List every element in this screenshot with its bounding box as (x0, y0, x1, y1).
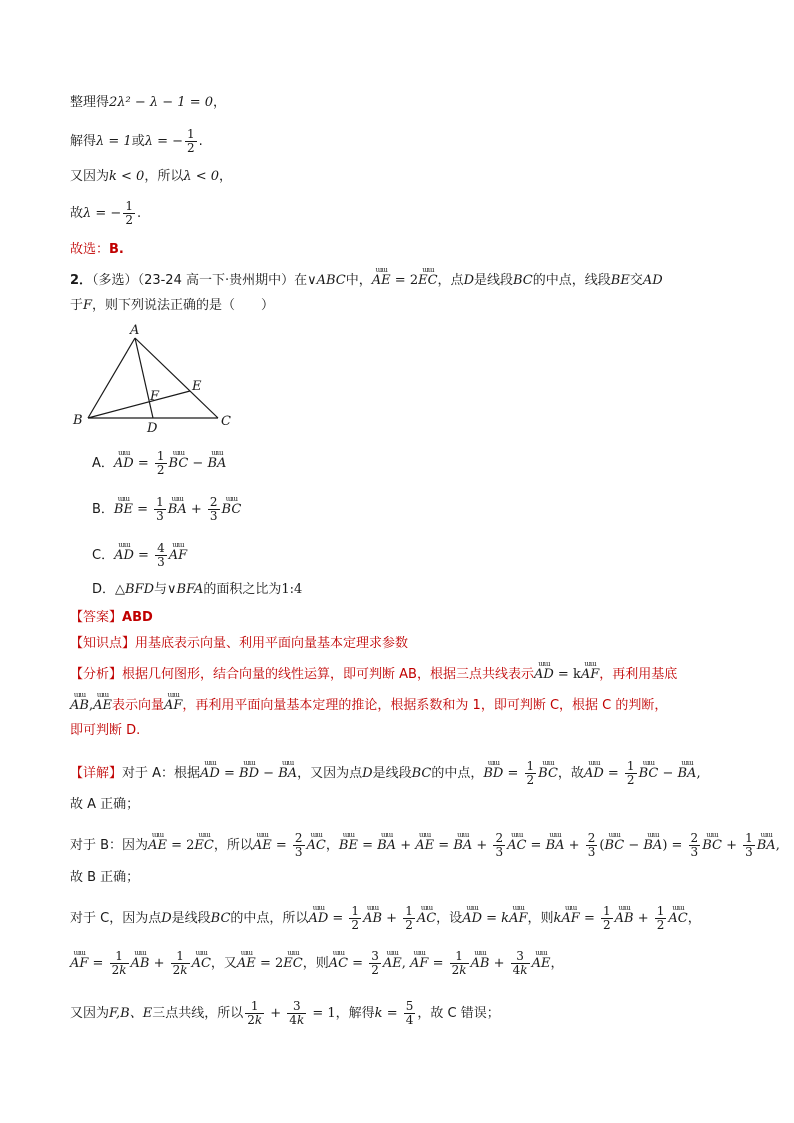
option-b: B．ɯɯ BE = $\frac{1}{3}$ ɯɯ BA + $\frac{2}{3}$ ɯɯ BC (92, 496, 241, 523)
line-solve: 解得λ = 1或λ = − $\frac{1}{2}$ . (70, 127, 203, 155)
detail-b-correct: 故 B 正确； (70, 870, 140, 885)
option-c: C．ɯɯ AD = $\frac{4}{3}$ ɯɯ AF (92, 542, 187, 569)
label-f: F (150, 389, 160, 404)
label-c: C (221, 414, 231, 429)
analysis-line-3: 即可判断 D. (70, 723, 141, 738)
fraction: $\frac{1}{2}$ (125, 199, 133, 227)
line-therefore: 故λ = − $\frac{1}{2}$ . (70, 199, 142, 227)
detail-c-line-2: ɯɯ AF = $\frac{1}{2k}$ ɯɯ AB + $\frac{1}{2k}$ ɯɯ AC，又ɯɯ AE = 2ɯɯ EC，则ɯɯ AC = $\frac{3}{2}$ ɯɯ AE, ɯɯ AF = $\frac{1}{2k}$ ɯɯ AB + $\frac{3}{4k}$ ɯɯ AE， (70, 950, 563, 977)
detail-a-line: 【详解】对于 A：根据ɯɯ AD = ɯɯ BD − ɯɯ BA，又因为点D是线段BC的中点，ɯɯ BD = $\frac{1}{2}$ ɯɯ BC，故ɯɯ AD = $\frac{1}{2}$ ɯɯ BC − ɯɯ BA, (70, 760, 701, 787)
question-line-2: 于F，则下列说法正确的是（ ） (70, 298, 275, 313)
option-a: A．ɯɯ AD = $\frac{1}{2}$ ɯɯ BC − ɯɯ BA (92, 450, 226, 477)
question-line-1: 2．（多选）（23-24 高一下·贵州期中）在∨ABC中，ɯɯ AE = 2ɯɯ EC，点D是线段BC的中点，线段BE交AD (70, 268, 663, 291)
label-a: A (130, 323, 140, 338)
line-arrange: 整理得2λ² − λ − 1 = 0， (70, 95, 227, 110)
label-b: B (73, 413, 83, 428)
detail-c-line-1: 对于 C，因为点D是线段BC的中点，所以ɯɯ AD = $\frac{1}{2}$ ɯɯ AB + $\frac{1}{2}$ ɯɯ AC，设ɯɯ AD = kɯɯ AF，则kɯɯ AF = $\frac{1}{2}$ ɯɯ AB + $\frac{1}{2}$ ɯɯ AC， (70, 905, 701, 932)
analysis-line-1: 【分析】根据几何图形，结合向量的线性运算，即可判断 AB，根据三点共线表示ɯɯ AD = kɯɯ AF，再利用基底 (70, 662, 677, 685)
detail-a-correct: 故 A 正确； (70, 797, 140, 812)
triangle-figure (68, 320, 248, 435)
label-e: E (192, 379, 202, 394)
answer-line: 【答案】ABD (70, 610, 153, 625)
fraction: $\frac{1}{2}$ (187, 127, 195, 155)
line-choice: 故选：B. (70, 242, 124, 257)
detail-c-line-3: 又因为F,B、E三点共线，所以 $\frac{1}{2k}$ + $\frac{3}{4k}$ = 1，解得k = $\frac{5}{4}$ ，故 C 错误； (70, 999, 500, 1027)
detail-b-line: 对于 B：因为ɯɯ AE = 2ɯɯ EC，所以ɯɯ AE = $\frac{2}{3}$ ɯɯ AC，ɯɯ BE = ɯɯ BA + ɯɯ AE = ɯɯ BA + $\frac{2}{3}$ ɯɯ AC = ɯɯ BA + $\frac{2}{3}$ (ɯɯ BC − ɯɯ BA) = $\frac{2}{3}$ ɯɯ BC + $\frac{1}{3}$ ɯɯ BA, (70, 832, 780, 859)
line-because: 又因为k < 0，所以λ < 0， (70, 169, 233, 184)
label-d: D (147, 421, 158, 435)
knowledge-line: 【知识点】用基底表示向量、利用平面向量基本定理求参数 (70, 636, 409, 651)
analysis-line-2: ɯɯ AB,ɯɯ AE表示向量ɯɯ AF，再利用平面向量基本定理的推论，根据系数和为 1，即可判断 C，根据 C 的判断， (70, 693, 667, 716)
equation: 2λ² − λ − 1 = 0 (109, 95, 213, 110)
option-d: D．△BFD与∨BFA的面积之比为1:4 (92, 582, 303, 597)
